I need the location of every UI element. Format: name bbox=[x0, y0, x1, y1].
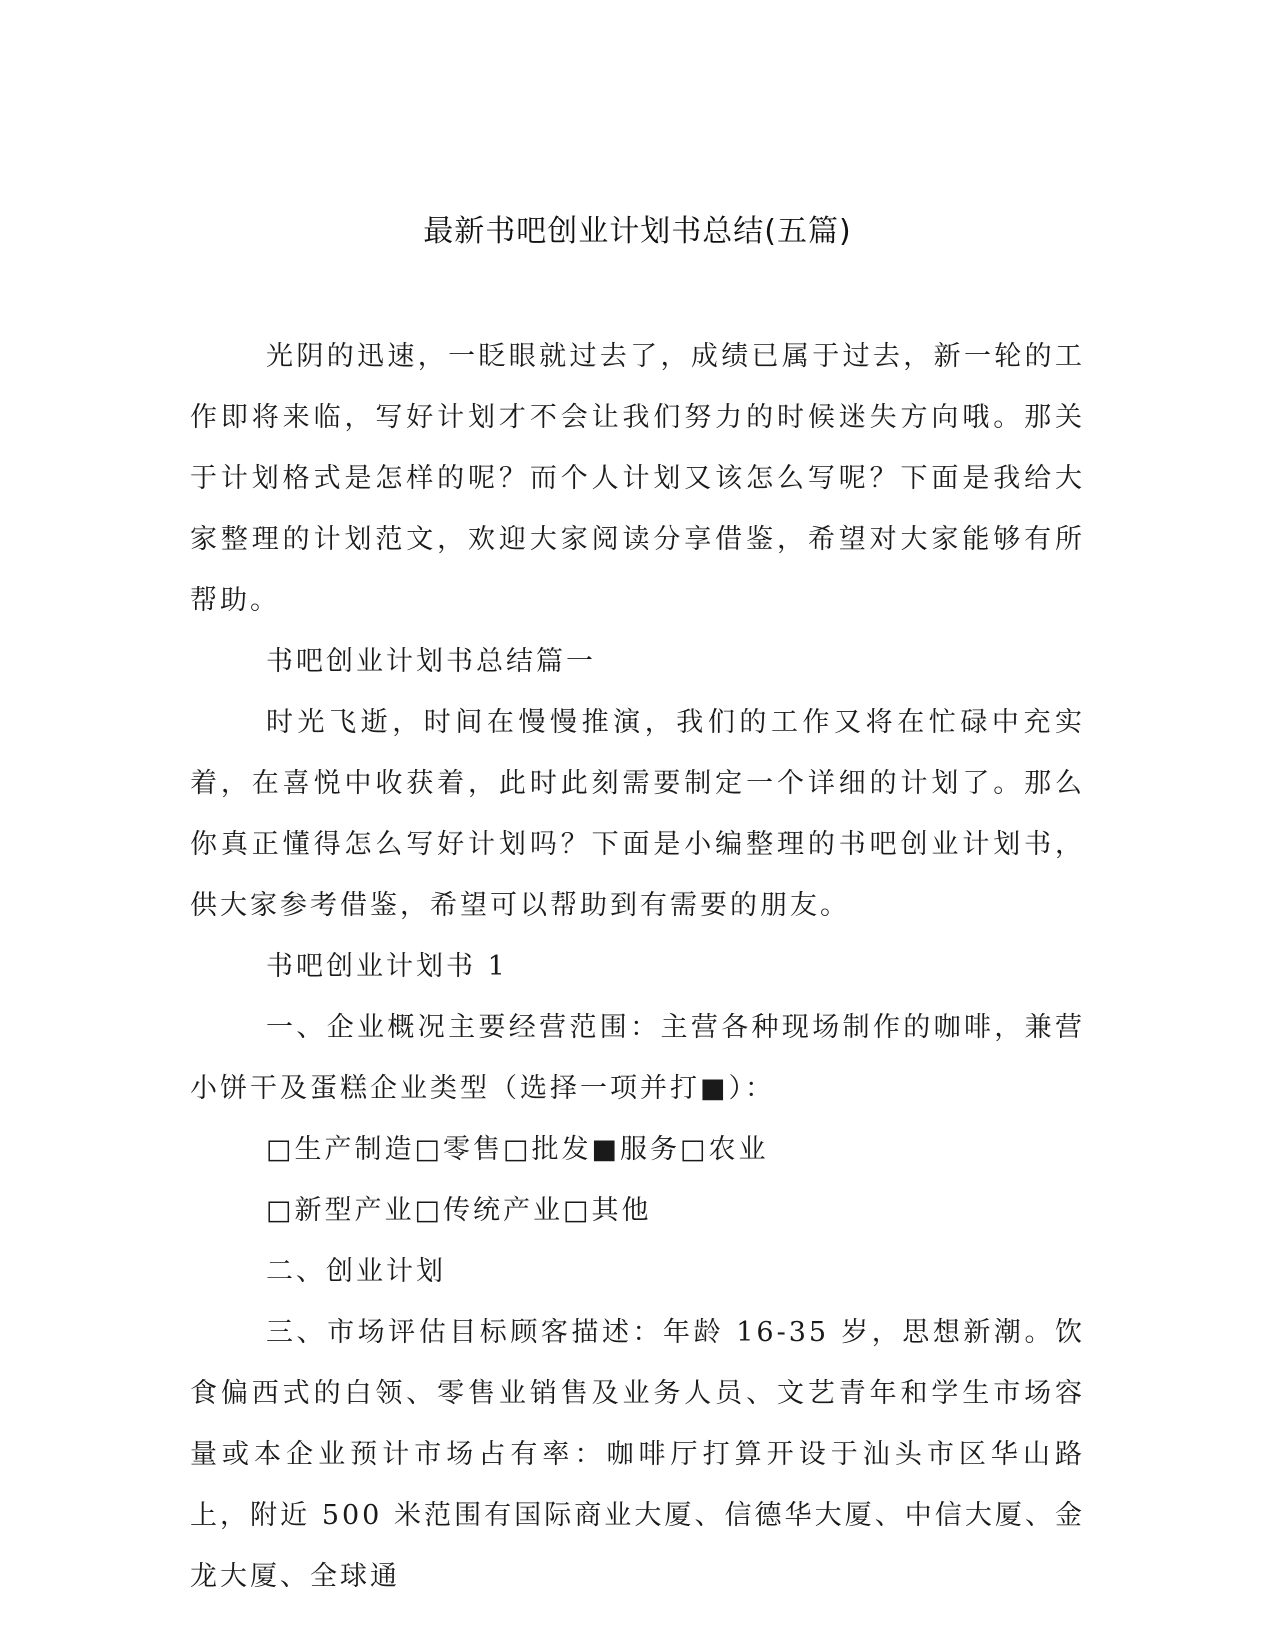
subheading-plan-1: 书吧创业计划书 1 bbox=[266, 951, 508, 982]
checkbox-line-business-type: □生产制造□零售□批发■服务□农业 bbox=[266, 1134, 769, 1165]
intro-paragraph: 光阴的迅速，一眨眼就过去了，成绩已属于过去，新一轮的工作即将来临，写好计划才不会让我们努力的时候迷失方向哦。那关于计划格式是怎样的呢？而个人计划又该怎么写呢？下面是我给大家整理的计划范文，欢迎大家阅读分享借鉴，希望对大家能够有所帮助。 bbox=[190, 341, 1085, 616]
document-body bbox=[190, 326, 1085, 1607]
heading-startup-plan: 二、创业计划 bbox=[266, 1256, 446, 1287]
section-heading-part-one: 书吧创业计划书总结篇一 bbox=[266, 646, 596, 677]
document-title: 最新书吧创业计划书总结(五篇) bbox=[423, 214, 852, 249]
paragraph-part-one-intro: 时光飞逝，时间在慢慢推演，我们的工作又将在忙碌中充实着，在喜悦中收获着，此时此刻需要制定一个详细的计划了。那么你真正懂得怎么写好计划吗？下面是小编整理的书吧创业计划书，供大家参考借鉴，希望可以帮助到有需要的朋友。 bbox=[190, 707, 1085, 921]
checkbox-line-industry-type: □新型产业□传统产业□其他 bbox=[266, 1195, 652, 1226]
paragraph-company-overview: 一、企业概况主要经营范围：主营各种现场制作的咖啡，兼营小饼干及蛋糕企业类型（选择一项并打■）： bbox=[190, 1012, 1085, 1104]
paragraph-market-assessment: 三、市场评估目标顾客描述：年龄 16-35 岁，思想新潮。饮食偏西式的白领、零售业销售及业务人员、文艺青年和学生市场容量或本企业预计市场占有率：咖啡厅打算开设于汕头市区华山路上，附近 500 米范围有国际商业大厦、信德华大厦、中信大厦、金龙大厦、全球通 bbox=[190, 1317, 1085, 1592]
